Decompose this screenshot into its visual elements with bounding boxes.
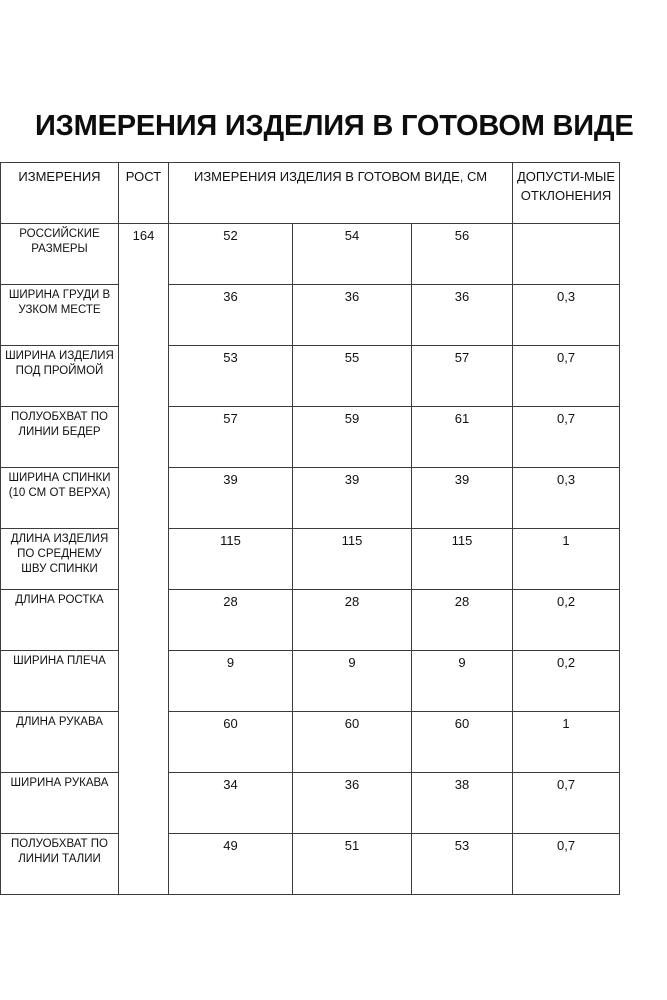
size-value: 9 — [169, 651, 293, 712]
table-row — [1, 224, 620, 285]
tolerance-value: 1 — [513, 712, 620, 773]
header-height: РОСТ — [119, 163, 169, 224]
row-label: ШИРИНА ГРУДИ В УЗКОМ МЕСТЕ — [1, 285, 119, 346]
size-value: 53 — [412, 834, 513, 895]
size-value: 115 — [412, 529, 513, 590]
row-label: ШИРИНА ИЗДЕЛИЯ ПОД ПРОЙМОЙ — [1, 346, 119, 407]
size-value: 28 — [169, 590, 293, 651]
size-value: 115 — [169, 529, 293, 590]
size-value: 38 — [412, 773, 513, 834]
table-row — [1, 590, 620, 651]
size-value: 56 — [412, 224, 513, 285]
row-label: РОССИЙСКИЕ РАЗМЕРЫ — [1, 224, 119, 285]
size-value: 60 — [293, 712, 412, 773]
table-row — [1, 407, 620, 468]
tolerance-value — [513, 224, 620, 285]
page-title: ИЗМЕРЕНИЯ ИЗДЕЛИЯ В ГОТОВОМ ВИДЕ — [35, 110, 634, 142]
size-value: 28 — [293, 590, 412, 651]
table-row — [1, 468, 620, 529]
row-label: ШИРИНА ПЛЕЧА — [1, 651, 119, 712]
table-row — [1, 712, 620, 773]
tolerance-value: 0,2 — [513, 590, 620, 651]
header-sizes: ИЗМЕРЕНИЯ ИЗДЕЛИЯ В ГОТОВОМ ВИДЕ, СМ — [169, 163, 513, 224]
size-value: 39 — [293, 468, 412, 529]
size-value: 36 — [293, 773, 412, 834]
row-label: ШИРИНА СПИНКИ (10 СМ ОТ ВЕРХА) — [1, 468, 119, 529]
row-label: ДЛИНА ИЗДЕЛИЯ ПО СРЕДНЕМУ ШВУ СПИНКИ — [1, 529, 119, 590]
size-value: 34 — [169, 773, 293, 834]
size-value: 59 — [293, 407, 412, 468]
table-row — [1, 529, 620, 590]
size-value: 57 — [412, 346, 513, 407]
size-value: 54 — [293, 224, 412, 285]
tolerance-value: 0,7 — [513, 834, 620, 895]
tolerance-value: 1 — [513, 529, 620, 590]
size-value: 115 — [293, 529, 412, 590]
tolerance-value: 0,2 — [513, 651, 620, 712]
table-row — [1, 346, 620, 407]
tolerance-value: 0,3 — [513, 468, 620, 529]
size-value: 28 — [412, 590, 513, 651]
size-value: 36 — [412, 285, 513, 346]
size-value: 36 — [293, 285, 412, 346]
row-label: ДЛИНА РУКАВА — [1, 712, 119, 773]
size-value: 55 — [293, 346, 412, 407]
row-label: ШИРИНА РУКАВА — [1, 773, 119, 834]
size-value: 52 — [169, 224, 293, 285]
row-label: ПОЛУОБХВАТ ПО ЛИНИИ ТАЛИИ — [1, 834, 119, 895]
tolerance-value: 0,7 — [513, 773, 620, 834]
size-value: 60 — [169, 712, 293, 773]
header-tolerance: ДОПУСТИ-МЫЕ ОТКЛОНЕНИЯ — [513, 163, 620, 224]
table-row — [1, 773, 620, 834]
size-value: 57 — [169, 407, 293, 468]
table-row — [1, 285, 620, 346]
tolerance-value: 0,7 — [513, 407, 620, 468]
size-value: 9 — [293, 651, 412, 712]
table-header-row — [1, 163, 620, 224]
size-value: 36 — [169, 285, 293, 346]
tolerance-value: 0,7 — [513, 346, 620, 407]
header-measurement: ИЗМЕРЕНИЯ — [1, 163, 119, 224]
tolerance-value: 0,3 — [513, 285, 620, 346]
row-label: ПОЛУОБХВАТ ПО ЛИНИИ БЕДЕР — [1, 407, 119, 468]
size-value: 9 — [412, 651, 513, 712]
size-value: 53 — [169, 346, 293, 407]
table-row — [1, 834, 620, 895]
size-value: 49 — [169, 834, 293, 895]
table-row — [1, 651, 620, 712]
size-value: 39 — [412, 468, 513, 529]
size-value: 60 — [412, 712, 513, 773]
measurements-table — [0, 162, 620, 895]
height-value: 164 — [119, 224, 169, 895]
size-value: 51 — [293, 834, 412, 895]
row-label: ДЛИНА РОСТКА — [1, 590, 119, 651]
size-value: 39 — [169, 468, 293, 529]
size-value: 61 — [412, 407, 513, 468]
